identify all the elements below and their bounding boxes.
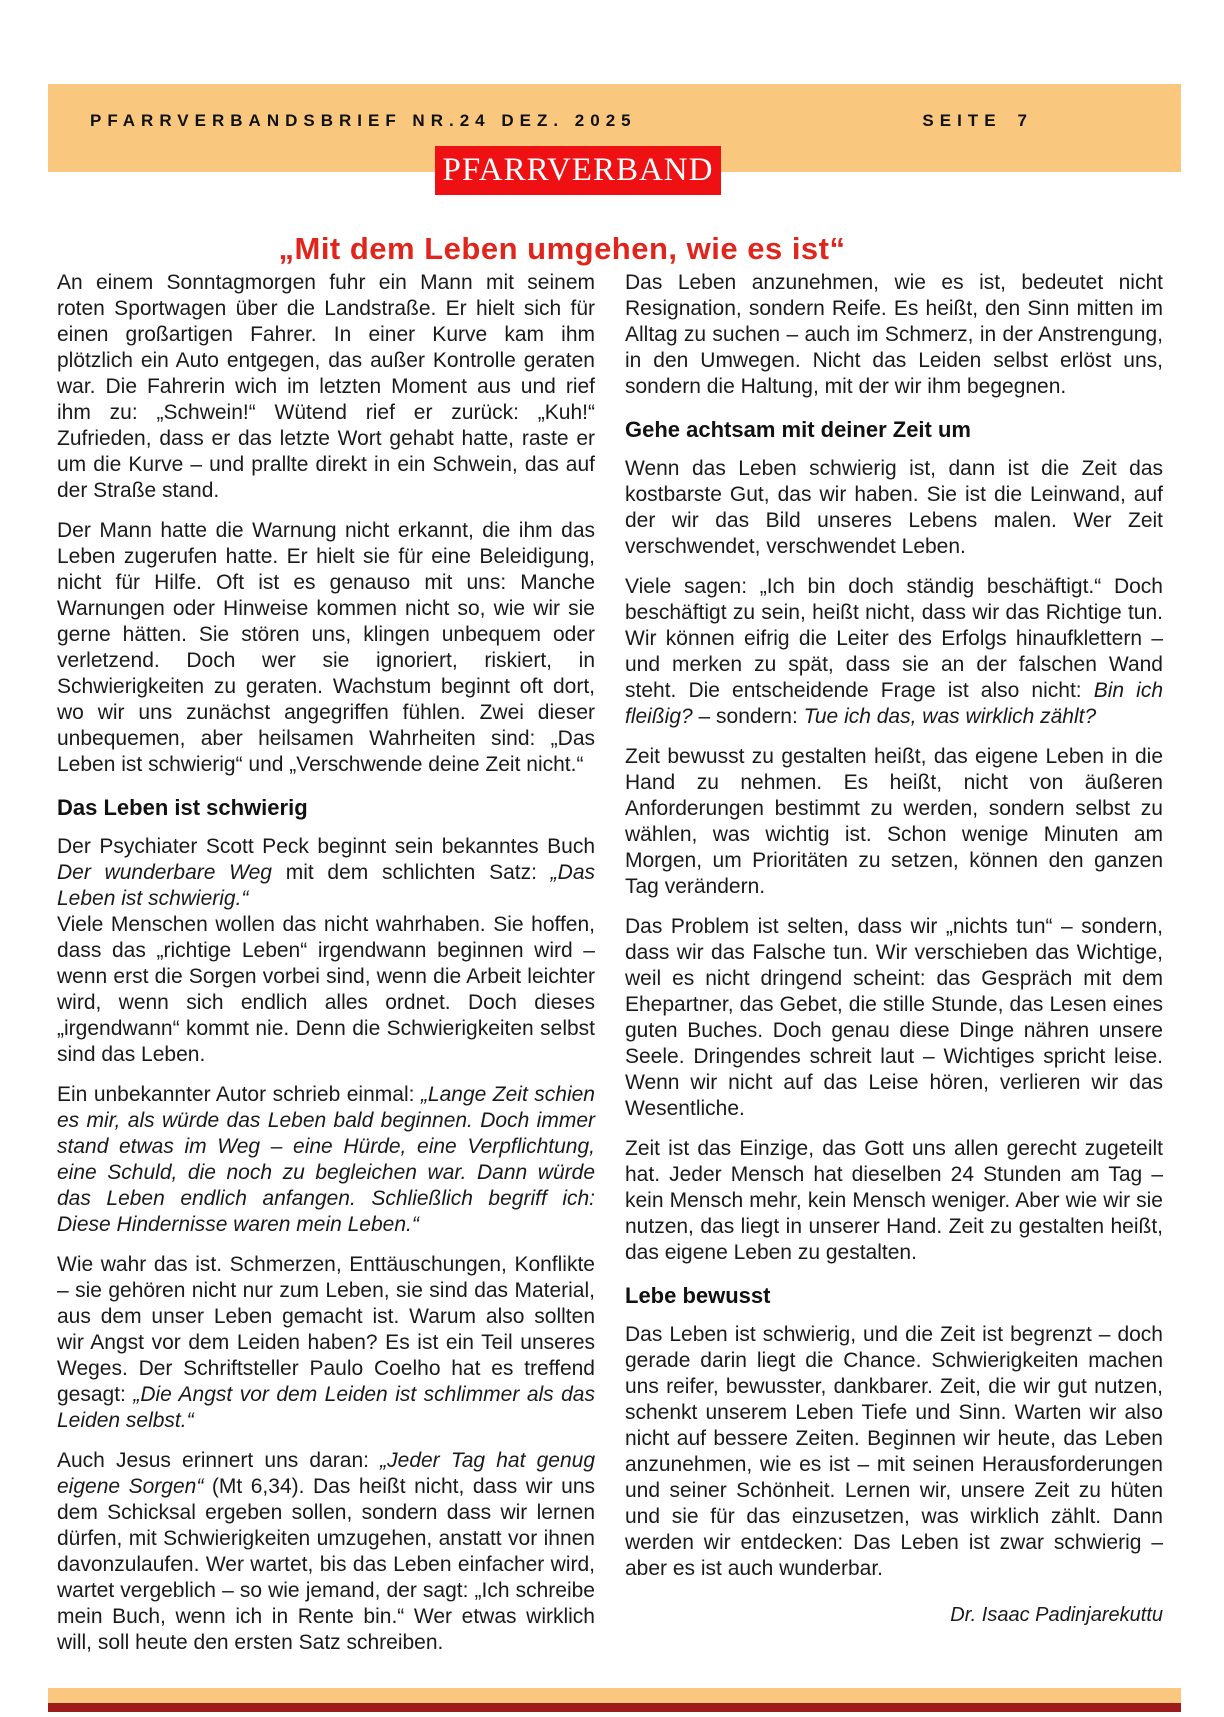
author-signature: Dr. Isaac Padinjarekuttu bbox=[950, 1604, 1163, 1626]
article-title: „Mit dem Leben umgehen, wie es ist“ bbox=[278, 230, 846, 266]
page-indicator bbox=[922, 111, 1033, 131]
paragraph: Wenn das Leben schwierig ist, dann ist die Zeit das kostbarste Gut, das wir haben. Sie ist die Leinwand, auf der wir das Bild unseres Lebens malen. Wer Zeit verschwendet, verschwendet Leben. bbox=[625, 457, 1163, 558]
paragraph: Der Psychiater Scott Peck beginnt sein bekanntes Buch Der wunderbare Weg mit dem schlichten Satz: „Das Leben ist schwierig.“ Viele Menschen wollen das nicht wahrhaben. Sie hoffen, dass das „richtige Leben“ irgendwann beginnen wird – wenn erst die Sorgen vorbei sind, wenn die Arbeit leichter wird, wenn sich endlich alles ordnet. Doch dieses „irgendwann“ kommt nie. Denn die Schwierigkeiten selbst sind das Leben. bbox=[57, 835, 595, 1066]
page-label: SEITE bbox=[922, 111, 1002, 130]
page-number: 7 bbox=[1017, 111, 1033, 130]
paragraph: Viele sagen: „Ich bin doch ständig beschäftigt.“ Doch beschäftigt zu sein, heißt nicht, dass wir das Richtige tun. Wir können eifrig die Leiter des Erfolgs hinaufklettern – und merken zu spät, dass sie an der falschen Wand steht. Die entscheidende Frage ist also nicht: Bin ich fleißig? – sondern: Tue ich das, was wirklich zählt? bbox=[625, 575, 1164, 728]
paragraph: Auch Jesus erinnert uns daran: „Jeder Tag hat genug eigene Sorgen“ (Mt 6,34). Das heißt nicht, dass wir uns dem Schicksal ergeben sollen, sondern dass wir lernen dürfen, mit Schwierigkeiten umzugehen, anstatt vor ihnen davonzulaufen. Wer wartet, bis das Leben einfacher wird, wartet vergeblich – so wie jemand, der sagt: „Ich schreibe mein Buch, wenn ich in Rente bin.“ Wer etwas wirklich will, soll heute den ersten Satz schreiben. bbox=[57, 1449, 595, 1654]
right-column bbox=[625, 270, 1163, 1670]
section-heading: Lebe bewusst bbox=[625, 1283, 771, 1308]
footer-band bbox=[48, 1688, 1181, 1703]
section-heading: Gehe achtsam mit deiner Zeit um bbox=[625, 417, 971, 442]
article-body bbox=[57, 270, 1163, 1670]
pfarrverband-badge: PFARRVERBAND bbox=[435, 146, 721, 195]
paragraph: Wie wahr das ist. Schmerzen, Enttäuschungen, Konflikte – sie gehören nicht nur zum Leben, sie sind das Material, aus dem unser Leben gemacht ist. Warum also sollten wir Angst vor dem Leiden haben? Es ist ein Teil unseres Weges. Der Schriftsteller Paulo Coelho hat es treffend gesagt: „Die Angst vor dem Leiden ist schlimmer als das Leiden selbst.“ bbox=[57, 1253, 595, 1432]
section-heading: Das Leben ist schwierig bbox=[57, 795, 308, 820]
newsletter-issue-label: PFARRVERBANDSBRIEF NR.24 DEZ. 2025 bbox=[90, 111, 637, 130]
paragraph: An einem Sonntagmorgen fuhr ein Mann mit seinem roten Sportwagen über die Landstraße. Er hielt sich für einen großartigen Fahrer. In einer Kurve kam ihm plötzlich ein Auto entgegen, das außer Kontrolle geraten war. Die Fahrerin wich im letzten Moment aus und rief ihm zu: „Schwein!“ Wütend rief er zurück: „Kuh!“ Zufrieden, dass er das letzte Wort gehabt hatte, raste er um die Kurve – und prallte direkt in ein Schwein, das auf der Straße stand. bbox=[57, 271, 595, 502]
footer-rule bbox=[48, 1703, 1181, 1712]
left-column bbox=[57, 270, 595, 1670]
paragraph: Der Mann hatte die Warnung nicht erkannt, die ihm das Leben zugerufen hatte. Er hielt sie für eine Beleidigung, nicht für Hilfe. Oft ist es genauso mit uns: Manche Warnungen oder Hinweise kommen nicht so, wie wir sie gerne hätten. Sie stören uns, klingen unbequem oder verletzend. Doch wer sie ignoriert, riskiert, in Schwierigkeiten zu geraten. Wachstum beginnt oft dort, wo wir uns zunächst angegriffen fühlen. Zwei dieser unbequemen, aber heilsamen Wahrheiten sind: „Das Leben ist schwierig“ und „Verschwende deine Zeit nicht.“ bbox=[57, 519, 595, 776]
paragraph: Das Leben ist schwierig, und die Zeit ist begrenzt – doch gerade darin liegt die Chance. Schwierigkeiten machen uns reifer, bewusster, dankbarer. Zeit, die wir gut nutzen, schenkt unserem Leben Tiefe und Sinn. Warten wir also nicht auf bessere Zeiten. Beginnen wir heute, das Leben anzunehmen, wie es ist – mit seinen Herausforderungen und seiner Schönheit. Lernen wir, unsere Zeit zu hüten und sie für das einzusetzen, was wirklich zählt. Dann werden wir entdecken: Das Leben ist zwar schwierig – aber es ist auch wunderbar. bbox=[625, 1323, 1163, 1580]
paragraph: Ein unbekannter Autor schrieb einmal: „Lange Zeit schien es mir, als würde das Leben bald beginnen. Doch immer stand etwas im Weg – eine Hürde, eine Verpflichtung, eine Schuld, die noch zu begleichen war. Dann würde das Leben endlich anfangen. Schließlich begriff ich: Diese Hindernisse waren mein Leben.“ bbox=[57, 1083, 595, 1236]
paragraph: Das Problem ist selten, dass wir „nichts tun“ – sondern, dass wir das Falsche tun. Wir verschieben das Wichtige, weil es nicht dringend scheint: das Gespräch mit dem Ehepartner, das Gebet, die stille Stunde, das Lesen eines guten Buches. Doch genau diese Dinge nähren unsere Seele. Dringendes schreit laut – Wichtiges spricht leise. Wenn wir nicht auf das Leise hören, verlieren wir das Wesentliche. bbox=[625, 915, 1163, 1120]
paragraph: Zeit ist das Einzige, das Gott uns allen gerecht zugeteilt hat. Jeder Mensch hat dieselben 24 Stunden am Tag – kein Mensch mehr, kein Mensch weniger. Aber wie wir sie nutzen, das liegt in unserer Hand. Zeit zu gestalten heißt, das eigene Leben zu gestalten. bbox=[625, 1137, 1163, 1264]
paragraph: Zeit bewusst zu gestalten heißt, das eigene Leben in die Hand zu nehmen. Es heißt, nicht von äußeren Anforderungen bestimmt zu werden, sondern selbst zu wählen, was wichtig ist. Schon wenige Minuten am Morgen, um Prioritäten zu setzen, können den ganzen Tag verändern. bbox=[625, 745, 1163, 898]
paragraph: Das Leben anzunehmen, wie es ist, bedeutet nicht Resignation, sondern Reife. Es heißt, den Sinn mitten im Alltag zu suchen – auch im Schmerz, in der Anstrengung, in den Umwegen. Nicht das Leiden selbst erlöst uns, sondern die Haltung, mit der wir ihm begegnen. bbox=[625, 271, 1163, 398]
